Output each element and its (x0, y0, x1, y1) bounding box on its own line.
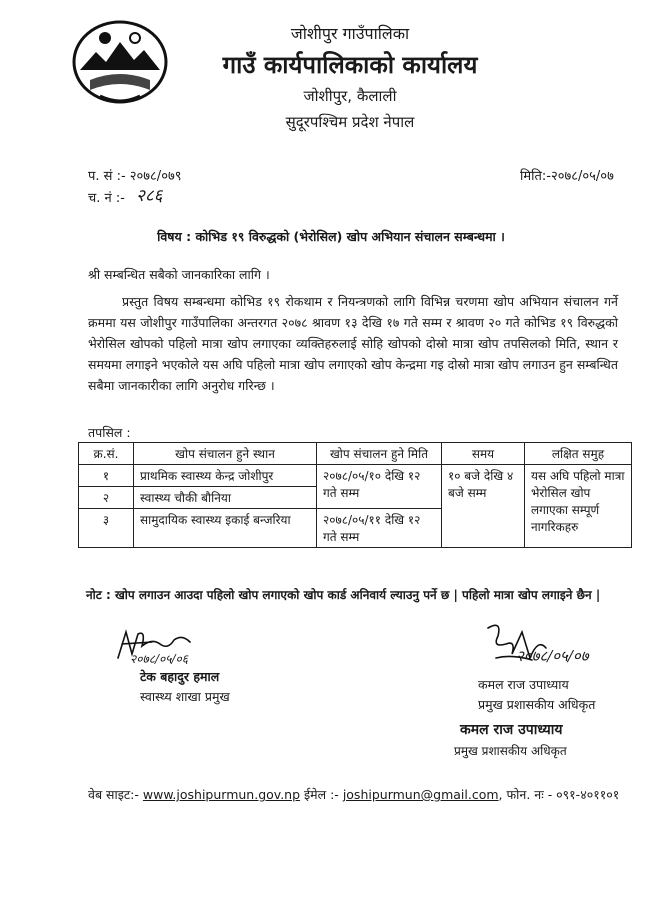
row-sn: १ (79, 465, 134, 487)
chalani-label: च. नं :- (88, 191, 125, 206)
body-paragraph: प्रस्तुत विषय सम्बन्धमा कोभिड १९ रोकथाम र नियन्त्रणको लागि विभिन्न चरणमा खोप अभियान संचालन गर्ने क्रममा यस जोशीपुर गाउँपालिका अन्तरगत २०७८ श्रावण १३ देखि १७ गते सम्म र श्रावण २० गते कोभिड १९ विरुद्धको भेरोसिल खोपको पहिलो मात्रा खोप लगाएका व्यक्तिहरुलाई सोहि खोपको दोस्रो मात्रा खोप तपसिलको मिति, स्थान र समयमा लगाइने भएकोले यस अघि पहिलो मात्रा खोप लगाएको खोप केन्द्रमा गइ दोस्रो मात्रा खोप लगाउन हुन सम्बन्धित सबैमा जानकारीका लागि अनुरोध गरिन्छ । (88, 294, 618, 393)
right-signatory-title: प्रमुख प्रशासकीय अधिकृत (478, 697, 596, 712)
province-name: सुदूरपश्चिम प्रदेश नेपाल (285, 113, 415, 131)
row-date: २०७८/०५/११ देखि १२ गते सम्म (317, 509, 442, 548)
left-signatory-name: टेक बहादुर हमाल (140, 669, 220, 684)
table-header: समय (442, 443, 525, 465)
table-header: क्र.सं. (79, 443, 134, 465)
table-header: खोप संचालन हुने मिति (317, 443, 442, 465)
table-header: खोप संचालन हुने स्थान (134, 443, 317, 465)
row-place: स्वास्थ्य चौकी बौनिया (134, 487, 317, 509)
footer-contact: वेब साइट:- www.joshipurmun.gov.np ईमेल :- joshipurmun@gmail.com, फोन. नः - ०९१-४०११०१ (88, 787, 620, 802)
office-title: गाउँ कार्यपालिकाको कार्यालय (222, 51, 478, 79)
table-header: लक्षित समुह (525, 443, 632, 465)
left-signature-date: २०७८/०५/०६ (130, 652, 189, 666)
table-row (79, 465, 632, 487)
municipality-name: जोशीपुर गाउँपालिका (290, 24, 410, 43)
left-signatory-title: स्वास्थ्य शाखा प्रमुख (140, 689, 230, 704)
website-link[interactable]: www.joshipurmun.gov.np (142, 787, 301, 802)
table-header-row (79, 443, 632, 465)
addressee: श्री सम्बन्धित सबैको जानकारिका लागि । (88, 267, 270, 282)
office-location: जोशीपुर, कैलाली (303, 87, 397, 105)
note: नोट : खोप लगाउन आउदा पहिलो खोप लगाएको खोप कार्ड अनिवार्य ल्याउनु पर्ने छ | पहिलो मात्रा खोप लगाइने छैन | (86, 588, 601, 602)
patra-sankhya: प. सं :- २०७८/०७९ (88, 169, 182, 184)
row-target-group: यस अघि पहिलो मात्रा भेरोसिल खोप लगाएका सम्पूर्ण नागरिकहरु (525, 465, 632, 548)
chalani-number-handwritten: २८६ (136, 186, 163, 206)
tapasil-label: तपसिल : (88, 425, 131, 440)
row-place: प्राथमिक स्वास्थ्य केन्द्र जोशीपुर (134, 465, 317, 487)
row-date: २०७८/०५/१० देखि १२ गते सम्म (317, 465, 442, 509)
schedule-table (78, 442, 632, 548)
right-signature-date: २०७८/०५/०७ (516, 647, 589, 665)
row-place: सामुदायिक स्वास्थ्य इकाई बन्जरिया (134, 509, 317, 548)
phone-number: फोन. नः - ०९१-४०११०१ (506, 787, 620, 802)
row-sn: २ (79, 487, 134, 509)
email-label: ईमेल :- (304, 787, 339, 802)
website-label: वेब साइट:- (88, 787, 139, 802)
row-time: १० बजे देखि ४ बजे सम्म (442, 465, 525, 548)
email-link[interactable]: joshipurmun@gmail.com (342, 787, 499, 802)
stamp-title: प्रमुख प्रशासकीय अधिकृत (454, 744, 567, 758)
row-sn: ३ (79, 509, 134, 548)
subject-line: विषय : कोभिड १९ विरुद्धको (भेरोसिल) खोप अभियान संचालन सम्बन्धमा । (157, 229, 505, 244)
letter-date: मिति:-२०७८/०५/०७ (520, 169, 614, 184)
stamp-name: कमल राज उपाध्याय (460, 722, 563, 738)
right-signatory-name: कमल राज उपाध्याय (478, 677, 569, 692)
